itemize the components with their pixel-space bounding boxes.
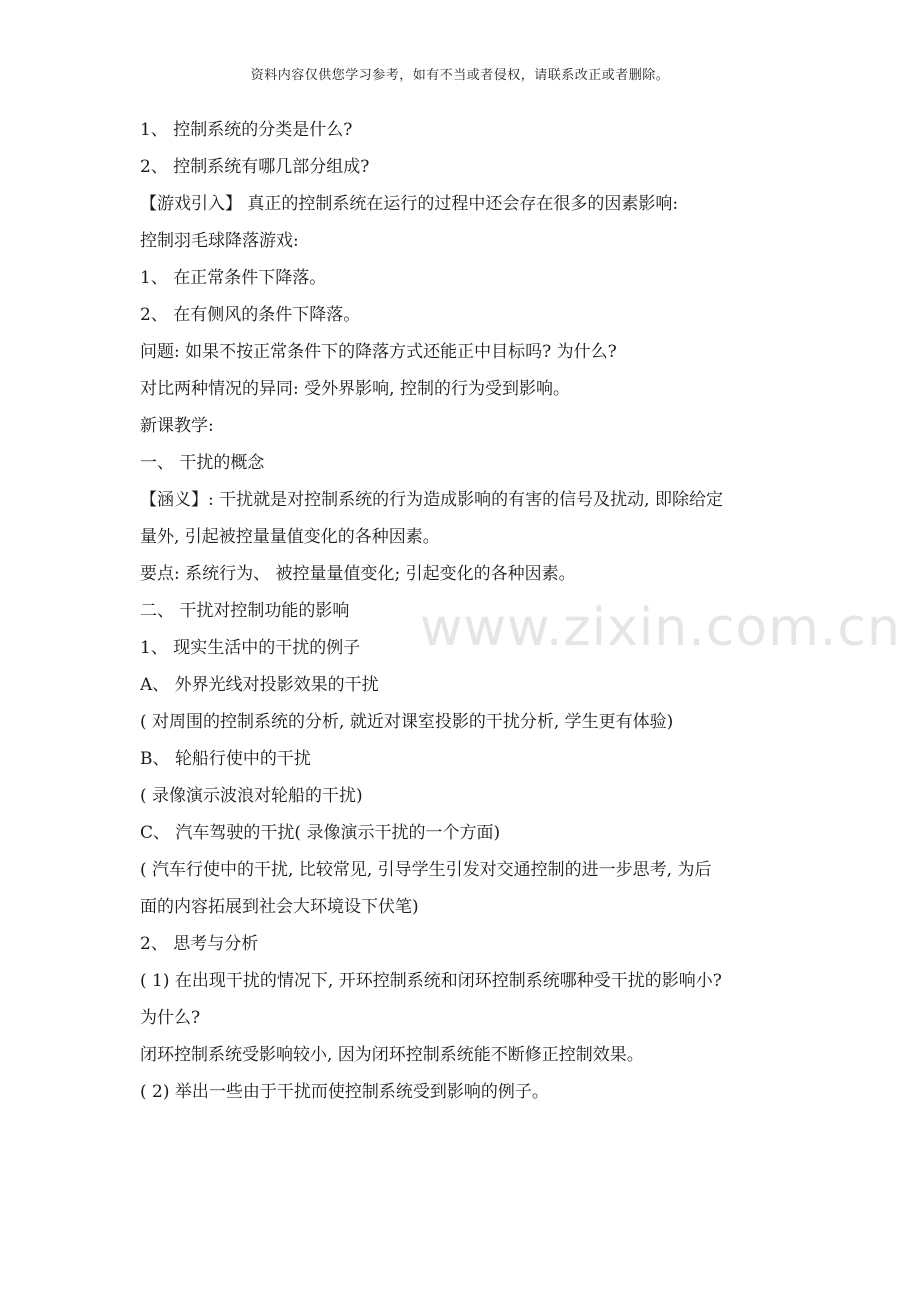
text-line: 要点: 系统行为、 被控量量值变化; 引起变化的各种因素。 bbox=[140, 564, 576, 584]
text-line: C、 汽车驾驶的干扰( 录像演示干扰的一个方面) bbox=[140, 823, 501, 843]
page-header-disclaimer: 资料内容仅供您学习参考，如有不当或者侵权，请联系改正或者删除。 bbox=[250, 68, 670, 83]
section-heading: 一、 干扰的概念 bbox=[140, 453, 265, 473]
text-line: 2、 控制系统有哪几部分组成? bbox=[140, 157, 370, 177]
text-line: ( 对周围的控制系统的分析, 就近对课室投影的干扰分析, 学生更有体验) bbox=[140, 712, 674, 732]
text-line: 2、 思考与分析 bbox=[140, 934, 259, 954]
text-line: 1、 现实生活中的干扰的例子 bbox=[140, 638, 361, 658]
section-heading: 新课教学: bbox=[140, 416, 214, 436]
text-line: ( 录像演示波浪对轮船的干扰) bbox=[140, 786, 363, 806]
text-line: 面的内容拓展到社会大环境设下伏笔) bbox=[140, 897, 419, 917]
text-line: 1、 控制系统的分类是什么? bbox=[140, 120, 353, 140]
text-line: 2、 在有侧风的条件下降落。 bbox=[140, 305, 361, 325]
text-line: 1、 在正常条件下降落。 bbox=[140, 268, 327, 288]
text-line: 为什么? bbox=[140, 1008, 201, 1028]
text-line: ( 2) 举出一些由于干扰而使控制系统受到影响的例子。 bbox=[140, 1082, 549, 1102]
text-line: 问题: 如果不按正常条件下的降落方式还能正中目标吗? 为什么? bbox=[140, 342, 617, 362]
text-line: 闭环控制系统受影响较小, 因为闭环控制系统能不断修正控制效果。 bbox=[140, 1045, 644, 1065]
text-line: 【游戏引入】 真正的控制系统在运行的过程中还会存在很多的因素影响: bbox=[140, 194, 679, 214]
text-line: 控制羽毛球降落游戏: bbox=[140, 231, 299, 251]
text-line: A、 外界光线对投影效果的干扰 bbox=[140, 675, 379, 695]
text-line: 量外, 引起被控量量值变化的各种因素。 bbox=[140, 527, 440, 547]
text-line: B、 轮船行使中的干扰 bbox=[140, 749, 311, 769]
document-body bbox=[140, 112, 790, 1111]
text-line: ( 汽车行使中的干扰, 比较常见, 引导学生引发对交通控制的进一步思考, 为后 bbox=[140, 860, 712, 880]
text-line: 对比两种情况的异同: 受外界影响, 控制的行为受到影响。 bbox=[140, 379, 570, 399]
watermark: www.zixin.com.cn bbox=[420, 598, 901, 658]
section-heading: 二、 干扰对控制功能的影响 bbox=[140, 601, 350, 621]
text-line: ( 1) 在出现干扰的情况下, 开环控制系统和闭环控制系统哪种受干扰的影响小? bbox=[140, 971, 722, 991]
text-line: 【涵义】: 干扰就是对控制系统的行为造成影响的有害的信号及扰动, 即除给定 bbox=[140, 490, 723, 510]
